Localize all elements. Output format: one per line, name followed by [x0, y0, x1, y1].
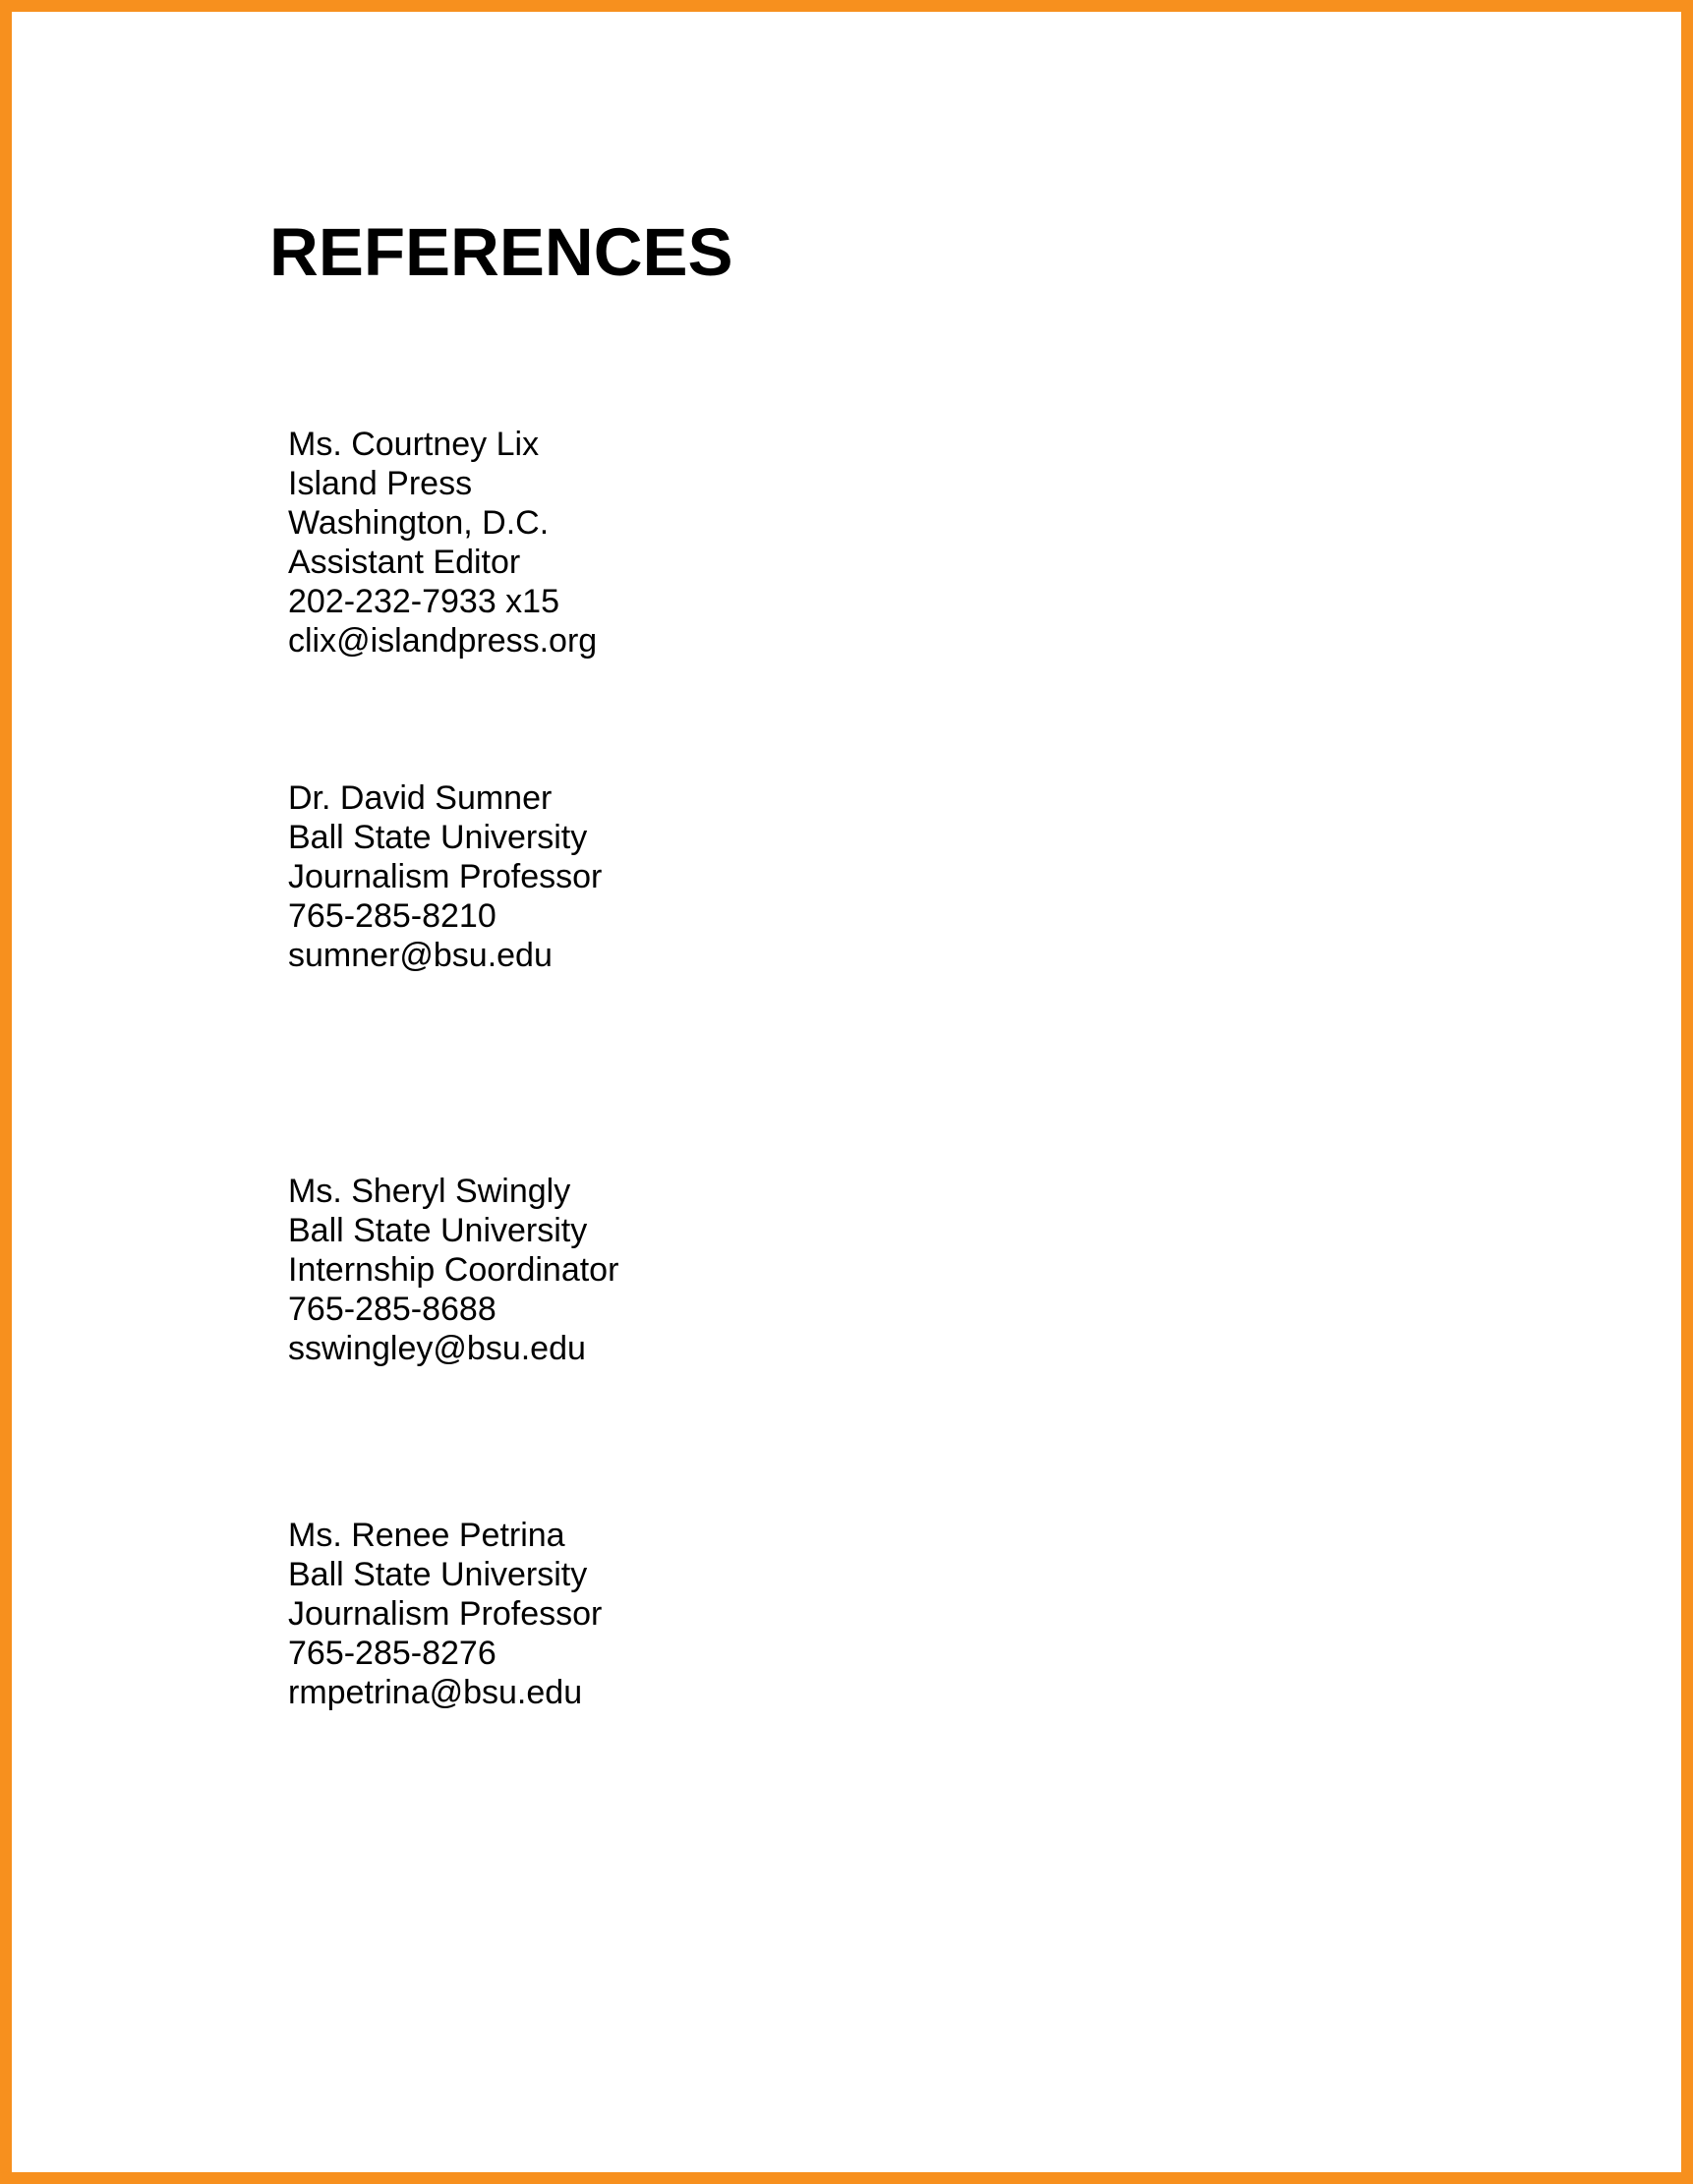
- reference-name: Ms. Renee Petrina: [288, 1517, 565, 1554]
- reference-phone: 765-285-8688: [288, 1291, 496, 1328]
- reference-name: Ms. Sheryl Swingly: [288, 1173, 571, 1210]
- reference-position: Internship Coordinator: [288, 1251, 619, 1289]
- reference-organization: Ball State University: [288, 1212, 588, 1249]
- reference-name: Dr. David Sumner: [288, 779, 553, 817]
- reference-phone: 765-285-8210: [288, 897, 496, 935]
- reference-position: Journalism Professor: [288, 1595, 603, 1633]
- reference-email: sswingley@bsu.edu: [288, 1330, 586, 1367]
- reference-entry: [288, 1172, 618, 1368]
- reference-position: Journalism Professor: [288, 858, 603, 895]
- reference-organization: Ball State University: [288, 819, 588, 856]
- reference-email: rmpetrina@bsu.edu: [288, 1674, 583, 1711]
- reference-organization: Island Press: [288, 465, 473, 502]
- reference-email: sumner@bsu.edu: [288, 937, 553, 974]
- reference-entry: [288, 425, 597, 661]
- reference-location: Washington, D.C.: [288, 504, 550, 542]
- reference-email: clix@islandpress.org: [288, 622, 598, 660]
- reference-position: Assistant Editor: [288, 544, 521, 581]
- reference-name: Ms. Courtney Lix: [288, 426, 540, 463]
- reference-phone: 765-285-8276: [288, 1635, 496, 1672]
- reference-entry: [288, 778, 602, 975]
- page-title: REFERENCES: [269, 214, 733, 290]
- reference-phone: 202-232-7933 x15: [288, 583, 560, 620]
- reference-entry: [288, 1516, 602, 1712]
- reference-organization: Ball State University: [288, 1556, 588, 1593]
